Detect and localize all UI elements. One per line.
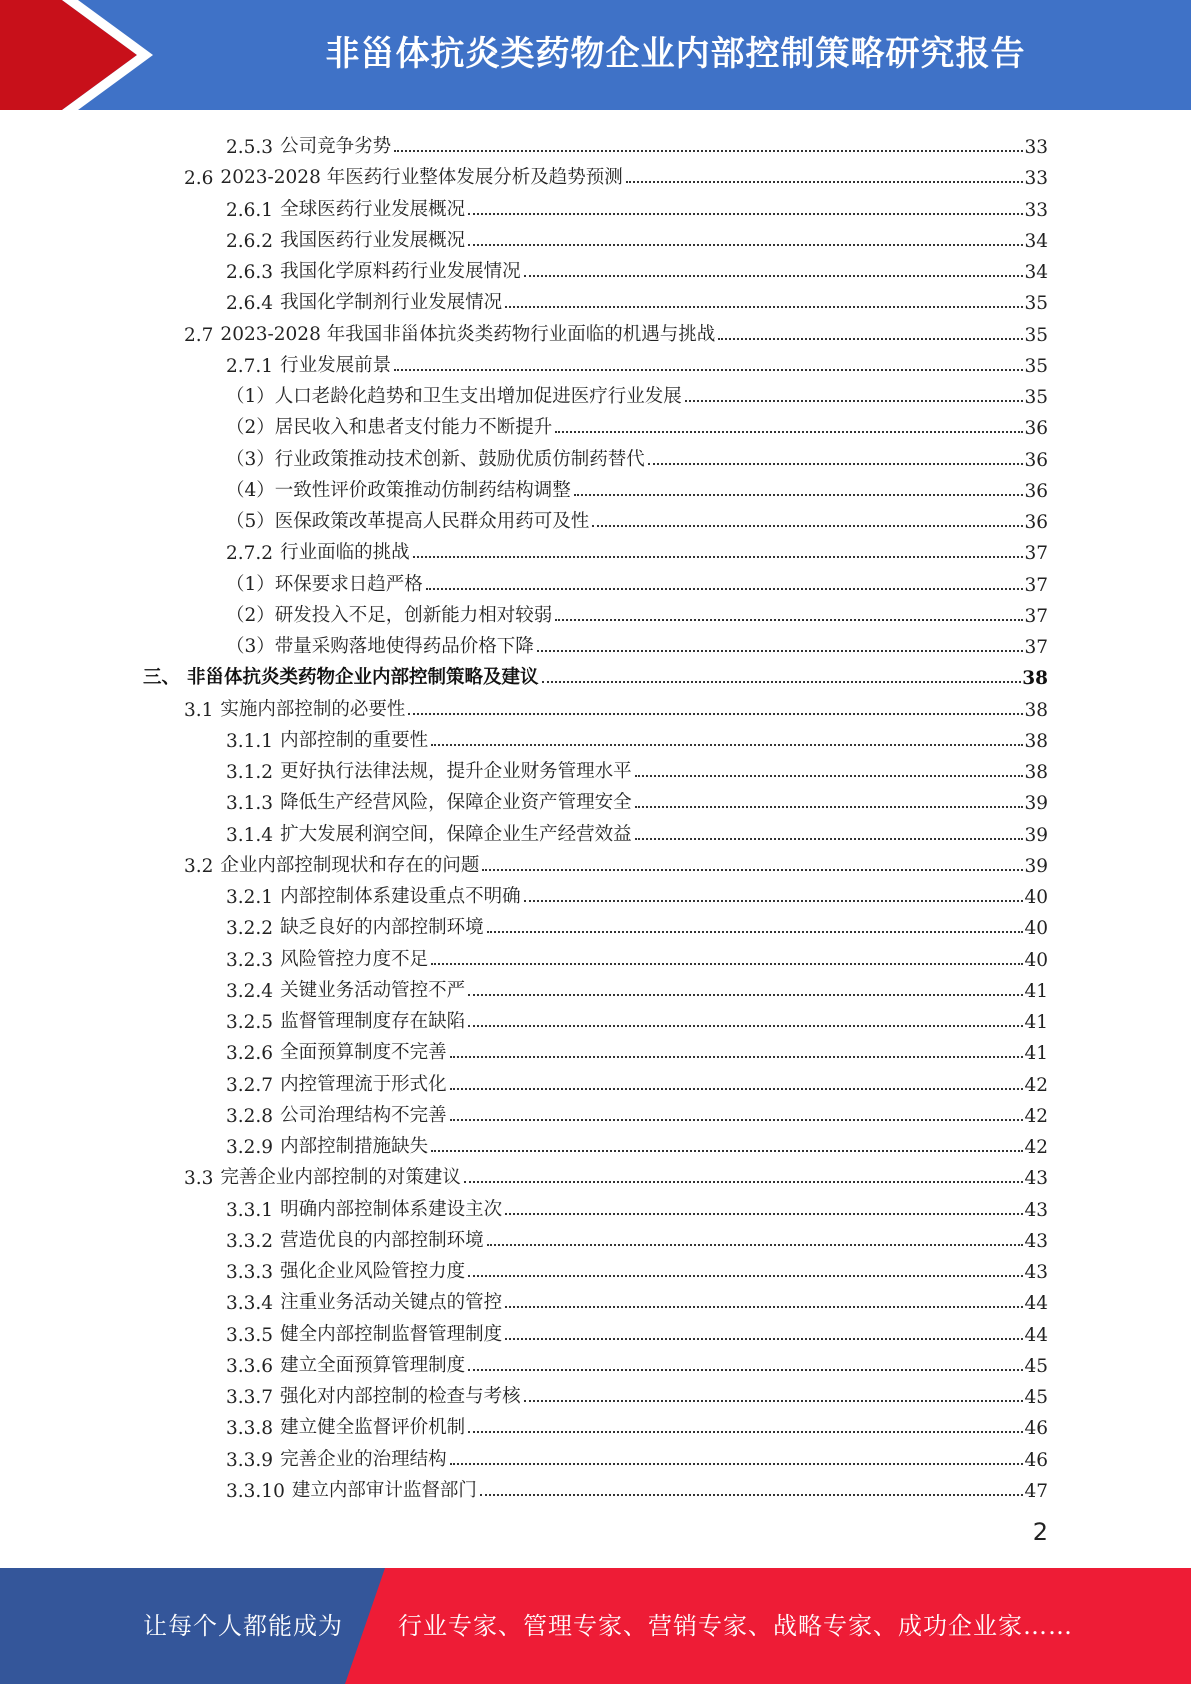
toc-entry-page: 38: [1022, 668, 1048, 690]
toc-dot-leader: [468, 1431, 1023, 1433]
toc-entry-page: 38: [1024, 730, 1048, 752]
toc-entry-title: 行业发展前景: [280, 354, 392, 376]
toc-entry[interactable]: [226, 1096, 1048, 1127]
toc-entry-page: 46: [1024, 1418, 1048, 1440]
toc-dot-leader: [413, 556, 1024, 558]
toc-entry-page: 36: [1024, 418, 1048, 440]
toc-entry-page: 38: [1024, 762, 1048, 783]
toc-entry-title: 建立内部审计监督部门: [291, 1479, 477, 1501]
toc-entry-title: 注重业务活动关键点的管控: [280, 1292, 503, 1314]
toc-dot-leader: [394, 369, 1023, 371]
toc-entry-number: 3.2.9: [226, 1137, 274, 1158]
toc-entry-page: 42: [1024, 1074, 1048, 1096]
toc-dot-leader: [524, 900, 1024, 902]
toc-entry-page: 41: [1024, 980, 1048, 1002]
toc-dot-leader: [555, 431, 1023, 433]
toc-dot-leader: [394, 150, 1023, 152]
toc-entry-page: 34: [1024, 262, 1048, 283]
toc-dot-leader: [524, 275, 1024, 277]
toc-entry-title: 强化企业风险管控力度: [280, 1261, 466, 1282]
toc-entry[interactable]: [226, 1346, 1048, 1377]
toc-entry-page: 33: [1024, 168, 1048, 190]
toc-entry-number: 3.2.4: [226, 980, 274, 1002]
toc-entry-title: 内控管理流于形式化: [280, 1073, 447, 1095]
toc-entry[interactable]: [226, 752, 1048, 783]
toc-entry-number: 2.6.1: [226, 199, 274, 221]
toc-entry-page: 45: [1024, 1355, 1048, 1377]
toc-entry-page: 44: [1024, 1293, 1048, 1315]
toc-entry-number: 3.3.9: [226, 1449, 274, 1471]
toc-entry[interactable]: [184, 690, 1048, 721]
toc-dot-leader: [718, 338, 1023, 340]
toc-entry-title: 完善企业内部控制的对策建议: [220, 1167, 461, 1189]
toc-entry[interactable]: [226, 1252, 1048, 1283]
toc-entry[interactable]: [226, 1471, 1048, 1502]
toc-entry-page: 39: [1024, 855, 1048, 877]
toc-entry-page: 36: [1024, 512, 1048, 533]
toc-entry[interactable]: [226, 1033, 1048, 1064]
toc-entry-number: 3.1: [184, 699, 214, 721]
toc-entry[interactable]: [226, 502, 1048, 533]
toc-entry-title: 一致性评价政策推动仿制药结构调整: [274, 479, 571, 501]
toc-entry-title: 公司竞争劣势: [280, 136, 392, 157]
toc-entry-number: 3.2.3: [226, 949, 274, 971]
toc-dot-leader: [450, 1119, 1024, 1121]
toc-dot-leader: [648, 463, 1024, 465]
toc-entry-number: 3.2.8: [226, 1105, 274, 1127]
toc-entry-title: 我国化学制剂行业发展情况: [280, 292, 503, 314]
toc-entry-title: 内部控制措施缺失: [280, 1136, 429, 1157]
toc-entry-title: 内部控制体系建设重点不明确: [280, 886, 521, 907]
toc-entry-number: 3.2.7: [226, 1074, 274, 1096]
toc-entry-page: 38: [1024, 699, 1048, 721]
toc-entry-number: 2.6.2: [226, 230, 274, 252]
toc-entry-title: 行业政策推动技术创新、鼓励优质仿制药替代: [274, 448, 645, 470]
toc-entry[interactable]: [226, 1440, 1048, 1471]
toc-dot-leader: [468, 1275, 1023, 1277]
toc-entry-page: 42: [1024, 1105, 1048, 1127]
toc-entry-page: 37: [1024, 574, 1048, 596]
toc-entry-title: 建立健全监督评价机制: [280, 1417, 466, 1439]
toc-entry-number: 3.3: [184, 1168, 214, 1190]
toc-entry[interactable]: [143, 658, 1048, 689]
toc-entry[interactable]: [226, 565, 1048, 596]
toc-entry-page: 40: [1024, 918, 1048, 940]
toc-entry-number: （1）: [226, 386, 275, 407]
toc-entry-number: （4）: [226, 479, 275, 501]
toc-dot-leader: [468, 244, 1023, 246]
toc-entry[interactable]: [226, 190, 1048, 221]
toc-entry-title: 人口老龄化趋势和卫生支出增加促进医疗行业发展: [274, 386, 682, 407]
toc-entry-title: 全面预算制度不完善: [280, 1042, 447, 1064]
toc-dot-leader: [431, 963, 1023, 965]
toc-dot-leader: [468, 213, 1023, 215]
toc-dot-leader: [592, 525, 1023, 527]
toc-entry-number: 3.3.3: [226, 1262, 274, 1283]
toc-entry[interactable]: [226, 1127, 1048, 1158]
toc-entry-title: 更好执行法律法规，提升企业财务管理水平: [280, 761, 632, 782]
toc-entry-number: 2.6.4: [226, 293, 274, 315]
toc-entry-title: 缺乏良好的内部控制环境: [280, 917, 484, 939]
toc-entry-title: 环保要求日趋严格: [274, 573, 423, 595]
toc-entry-title: 2023-2028 年我国非甾体抗炎类药物行业面临的机遇与挑战: [220, 323, 716, 345]
toc-dot-leader: [505, 1213, 1023, 1215]
toc-entry-page: 44: [1024, 1324, 1048, 1346]
toc-entry-title: 降低生产经营风险，保障企业资产管理安全: [280, 792, 632, 814]
toc-entry-page: 37: [1024, 637, 1048, 658]
toc-entry-title: 2023-2028 年医药行业整体发展分析及趋势预测: [220, 167, 623, 189]
toc-entry[interactable]: [184, 1158, 1048, 1189]
toc-dot-leader: [426, 588, 1024, 590]
toc-entry[interactable]: [226, 221, 1048, 252]
toc-entry-number: 2.6: [184, 168, 214, 190]
toc-dot-leader: [635, 775, 1024, 777]
toc-dot-leader: [542, 681, 1022, 683]
toc-entry-title: 实施内部控制的必要性: [220, 698, 406, 720]
toc-dot-leader: [487, 1244, 1024, 1246]
toc-entry-page: 34: [1024, 230, 1048, 252]
toc-entry-title: 风险管控力度不足: [280, 948, 429, 970]
toc-entry-number: 3.3.5: [226, 1324, 274, 1346]
toc-entry-title: 健全内部控制监督管理制度: [280, 1323, 503, 1345]
toc-dot-leader: [468, 1025, 1023, 1027]
toc-entry-number: 3.3.10: [226, 1480, 285, 1502]
toc-entry[interactable]: [226, 783, 1048, 814]
toc-entry[interactable]: [226, 627, 1048, 658]
toc-entry-page: 47: [1024, 1480, 1048, 1502]
toc-entry-title: 医保政策改革提高人民群众用药可及性: [274, 511, 590, 532]
toc-entry-number: 3.1.4: [226, 824, 274, 846]
toc-entry-title: 我国化学原料药行业发展情况: [280, 261, 521, 282]
toc-entry-number: 2.5.3: [226, 137, 274, 158]
toc-entry-number: （2）: [226, 417, 275, 439]
toc-entry-number: 2.7: [184, 324, 214, 346]
toc-entry-title: 完善企业的治理结构: [280, 1448, 447, 1470]
toc-entry[interactable]: [226, 346, 1048, 377]
toc-entry-title: 全球医药行业发展概况: [280, 198, 466, 220]
toc-entry-number: 3.1.2: [226, 762, 274, 783]
toc-entry[interactable]: [184, 315, 1048, 346]
toc-entry-title: 监督管理制度存在缺陷: [280, 1011, 466, 1032]
toc-entry-number: 3.2.2: [226, 918, 274, 940]
toc-dot-leader: [524, 1400, 1024, 1402]
toc-entry[interactable]: [226, 533, 1048, 564]
toc-entry-number: 3.3.1: [226, 1199, 274, 1221]
toc-dot-leader: [450, 1463, 1024, 1465]
toc-entry[interactable]: [226, 1377, 1048, 1408]
toc-dot-leader: [505, 1338, 1023, 1340]
toc-entry[interactable]: [226, 408, 1048, 439]
toc-entry[interactable]: [226, 1315, 1048, 1346]
toc-entry-title: 明确内部控制体系建设主次: [280, 1198, 503, 1220]
toc-dot-leader: [685, 400, 1024, 402]
toc-entry[interactable]: [226, 908, 1048, 939]
toc-entry[interactable]: [226, 971, 1048, 1002]
toc-entry-number: （5）: [226, 511, 275, 532]
toc-entry[interactable]: [226, 1065, 1048, 1096]
toc-entry-page: 36: [1024, 480, 1048, 502]
toc-entry-title: 建立全面预算管理制度: [280, 1354, 466, 1376]
toc-entry-page: 37: [1024, 605, 1048, 627]
toc-dot-leader: [635, 838, 1024, 840]
toc-entry-page: 37: [1024, 543, 1048, 565]
toc-dot-leader: [450, 1088, 1024, 1090]
toc-entry-number: 3.3.4: [226, 1293, 274, 1315]
page-number: 2: [1032, 1518, 1048, 1546]
toc-entry-number: 3.3.8: [226, 1418, 274, 1440]
toc-entry-number: 3.3.6: [226, 1355, 274, 1377]
toc-dot-leader: [626, 181, 1024, 183]
toc-dot-leader: [574, 494, 1024, 496]
toc-entry-page: 41: [1024, 1012, 1048, 1033]
report-title: 非甾体抗炎类药物企业内部控制策略研究报告: [325, 34, 1026, 74]
footer-slogan-right: 行业专家、管理专家、营销专家、战略专家、成功企业家……: [398, 1612, 1073, 1640]
page-footer: [0, 1568, 1191, 1684]
toc-entry-title: 营造优良的内部控制环境: [280, 1229, 484, 1251]
toc-entry-title: 公司治理结构不完善: [280, 1104, 447, 1126]
toc-entry-page: 36: [1024, 449, 1048, 471]
toc-entry-page: 33: [1024, 199, 1048, 221]
toc-dot-leader: [487, 931, 1024, 933]
toc-dot-leader: [468, 994, 1023, 996]
toc-entry-title: 非甾体抗炎类药物企业内部控制策略及建议: [187, 667, 539, 689]
toc-entry-page: 40: [1024, 887, 1048, 908]
toc-dot-leader: [464, 1181, 1024, 1183]
toc-entry[interactable]: [226, 1283, 1048, 1314]
toc-entry-number: 3.3.7: [226, 1387, 274, 1408]
footer-slogan-left: 让每个人都能成为: [143, 1612, 343, 1640]
toc-entry[interactable]: [226, 440, 1048, 471]
toc-entry[interactable]: [226, 1190, 1048, 1221]
toc-entry[interactable]: [184, 846, 1048, 877]
toc-entry[interactable]: [226, 596, 1048, 627]
toc-entry-number: 3.2: [184, 855, 214, 877]
toc-entry-page: 40: [1024, 949, 1048, 971]
toc-entry[interactable]: [226, 721, 1048, 752]
toc-dot-leader: [555, 619, 1023, 621]
toc-dot-leader: [450, 1056, 1024, 1058]
toc-entry-page: 39: [1024, 793, 1048, 815]
toc-entry-page: 43: [1024, 1230, 1048, 1252]
toc-entry-number: 3.2.1: [226, 887, 274, 908]
toc-entry-number: 3.3.2: [226, 1230, 274, 1252]
toc-dot-leader: [482, 869, 1023, 871]
toc-dot-leader: [635, 806, 1024, 808]
toc-entry-page: 46: [1024, 1449, 1048, 1471]
toc-entry[interactable]: [226, 1408, 1048, 1439]
toc-entry-page: 41: [1024, 1043, 1048, 1065]
toc-entry[interactable]: [226, 127, 1048, 158]
toc-entry-page: 43: [1024, 1199, 1048, 1221]
toc-dot-leader: [537, 650, 1024, 652]
toc-entry-number: （2）: [226, 604, 275, 626]
toc-entry[interactable]: [226, 283, 1048, 314]
toc-entry-page: 45: [1024, 1387, 1048, 1408]
toc-entry[interactable]: [226, 877, 1048, 908]
toc-dot-leader: [505, 306, 1023, 308]
toc-entry-page: 35: [1024, 355, 1048, 377]
toc-entry-number: 2.7.2: [226, 543, 274, 565]
toc-dot-leader: [431, 744, 1023, 746]
toc-entry-number: 3.2.5: [226, 1012, 274, 1033]
toc-entry-number: 3.2.6: [226, 1043, 274, 1065]
toc-entry-title: 企业内部控制现状和存在的问题: [220, 854, 480, 876]
toc-dot-leader: [505, 1306, 1023, 1308]
toc-entry-title: 内部控制的重要性: [280, 729, 429, 751]
toc-entry-page: 39: [1024, 824, 1048, 846]
toc-entry-number: 3.1.1: [226, 730, 274, 752]
toc-entry-title: 关键业务活动管控不严: [280, 979, 466, 1001]
toc-dot-leader: [408, 713, 1023, 715]
toc-entry-number: （3）: [226, 636, 275, 657]
toc-entry[interactable]: [226, 252, 1048, 283]
toc-dot-leader: [431, 1150, 1023, 1152]
page-header: [0, 0, 1191, 110]
toc-entry-page: 35: [1024, 387, 1048, 408]
toc-dot-leader: [468, 1369, 1023, 1371]
toc-entry[interactable]: [226, 815, 1048, 846]
toc-entry[interactable]: [226, 1221, 1048, 1252]
toc-entry-title: 行业面临的挑战: [280, 542, 410, 564]
toc-entry-title: 居民收入和患者支付能力不断提升: [274, 417, 553, 439]
toc-entry-title: 带量采购落地使得药品价格下降: [274, 636, 534, 657]
toc-entry[interactable]: [226, 471, 1048, 502]
toc-entry-number: 2.6.3: [226, 262, 274, 283]
toc-entry[interactable]: [226, 1002, 1048, 1033]
toc-entry-title: 研发投入不足，创新能力相对较弱: [274, 604, 553, 626]
toc-entry-page: 43: [1024, 1262, 1048, 1283]
toc-entry-page: 43: [1024, 1168, 1048, 1190]
toc-entry-number: 3.1.3: [226, 793, 274, 815]
toc-entry-page: 35: [1024, 324, 1048, 346]
toc-entry-page: 33: [1024, 137, 1048, 158]
toc-entry[interactable]: [184, 158, 1048, 189]
toc-entry[interactable]: [226, 940, 1048, 971]
toc-dot-leader: [480, 1494, 1024, 1496]
toc-entry-page: 42: [1024, 1137, 1048, 1158]
toc-entry-number: 三、: [143, 667, 181, 689]
toc-entry[interactable]: [226, 377, 1048, 408]
toc-entry-title: 扩大发展利润空间，保障企业生产经营效益: [280, 823, 632, 845]
toc-entry-title: 强化对内部控制的检查与考核: [280, 1386, 521, 1407]
toc-entry-title: 我国医药行业发展概况: [280, 229, 466, 251]
toc-entry-number: （1）: [226, 573, 275, 595]
toc-entry-number: 2.7.1: [226, 355, 274, 377]
toc-entry-number: （3）: [226, 448, 275, 470]
toc-entry-page: 35: [1024, 293, 1048, 315]
